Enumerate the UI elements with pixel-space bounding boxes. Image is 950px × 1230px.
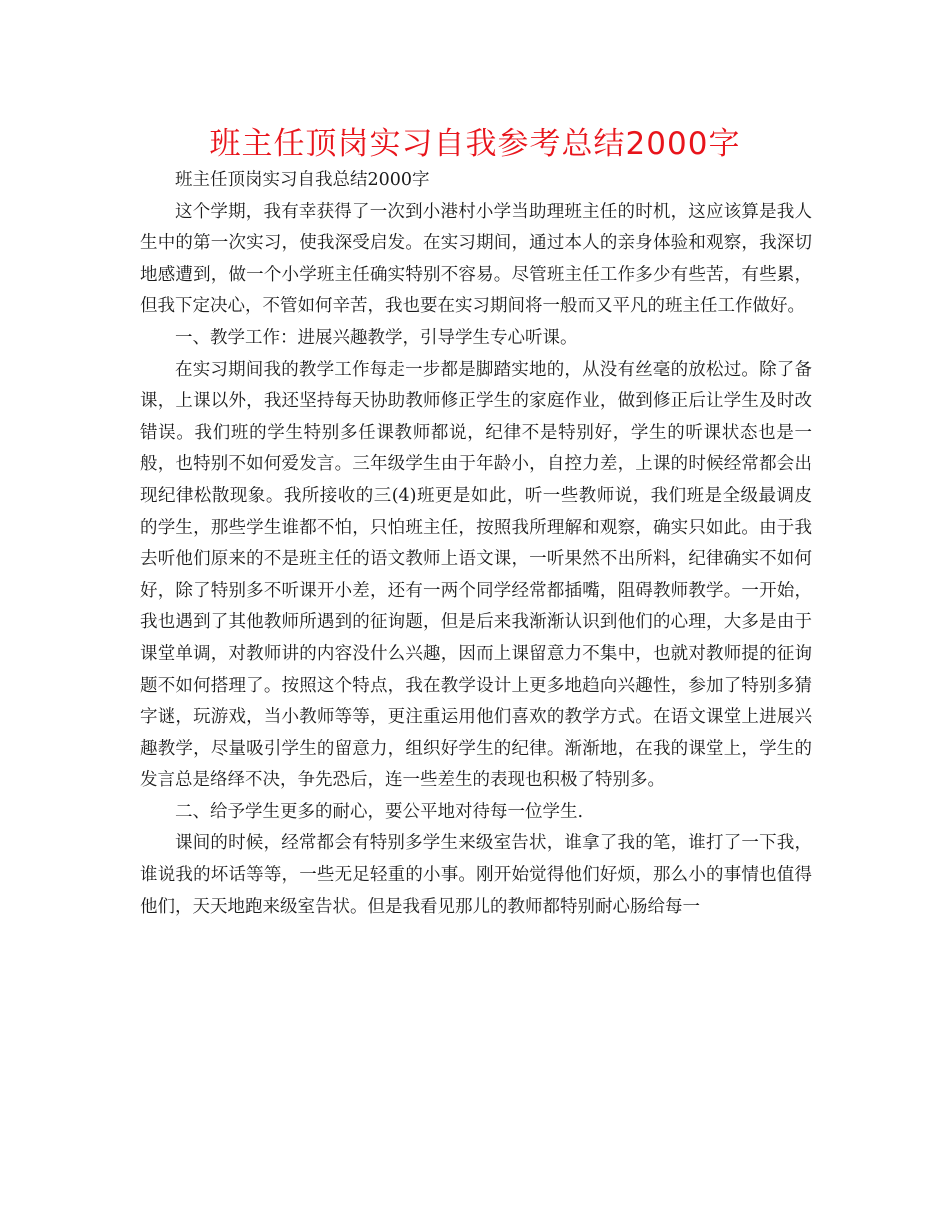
- section-heading-teaching: 一、教学工作：进展兴趣教学，引导学生专心听课。: [175, 327, 578, 348]
- document-body: [140, 165, 812, 923]
- section-heading-patience: 二、给予学生更多的耐心，要公平地对待每一位学生.: [175, 801, 584, 822]
- document-title: 班主任顶岗实习自我参考总结2000字: [209, 126, 741, 162]
- teaching-paragraph: 在实习期间我的教学工作每走一步都是脚踏实地的，从没有丝毫的放松过。除了备课，上课以外，我还坚持每天协助教师修正学生的家庭作业，做到修正后让学生及时改错误。我们班的学生特别多任课教师都说，纪律不是特别好，学生的听课状态也是一般，也特别不如何爱发言。三年级学生由于年龄小，自控力差，上课的时候经常都会出现纪律松散现象。我所接收的三(4)班更是如此，听一些教师说，我们班是全级最调皮的学生，那些学生谁都不怕，只怕班主任，按照我所理解和观察，确实只如此。由于我去听他们原来的不是班主任的语文教师上语文课，一听果然不出所料，纪律确实不如何好，除了特别多不听课开小差，还有一两个同学经常都插嘴，阻碍教师教学。一开始，我也遇到了其他教师所遇到的征询题，但是后来我渐渐认识到他们的心理，大多是由于课堂单调，对教师讲的内容没什么兴趣，因而上课留意力不集中，也就对教师提的征询题不如何搭理了。按照这个特点，我在教学设计上更多地趋向兴趣性，参加了特别多猜字谜，玩游戏，当小教师等等，更注重运用他们喜欢的教学方式。在语文课堂上进展兴趣教学，尽量吸引学生的留意力，组织好学生的纪律。渐渐地，在我的课堂上，学生的发言总是络绎不决，争先恐后，连一些差生的表现也积极了特别多。: [140, 359, 812, 791]
- intro-paragraph: 这个学期，我有幸获得了一次到小港村小学当助理班主任的时机，这应该算是我人生中的第一次实习，使我深受启发。在实习期间，通过本人的亲身体验和观察，我深切地感遭到，做一个小学班主任确实特别不容易。尽管班主任工作多少有些苦，有些累，但我下定决心，不管如何辛苦，我也要在实习期间将一般而又平凡的班主任工作做好。: [140, 201, 812, 317]
- subtitle-paragraph: 班主任顶岗实习自我总结2000字: [175, 170, 430, 190]
- patience-paragraph: 课间的时候，经常都会有特别多学生来级室告状，谁拿了我的笔，谁打了一下我，谁说我的坏话等等，一些无足轻重的小事。刚开始觉得他们好烦，那么小的事情也值得他们，天天地跑来级室告状。但是我看见那儿的教师都特别耐心肠给每一: [140, 833, 812, 917]
